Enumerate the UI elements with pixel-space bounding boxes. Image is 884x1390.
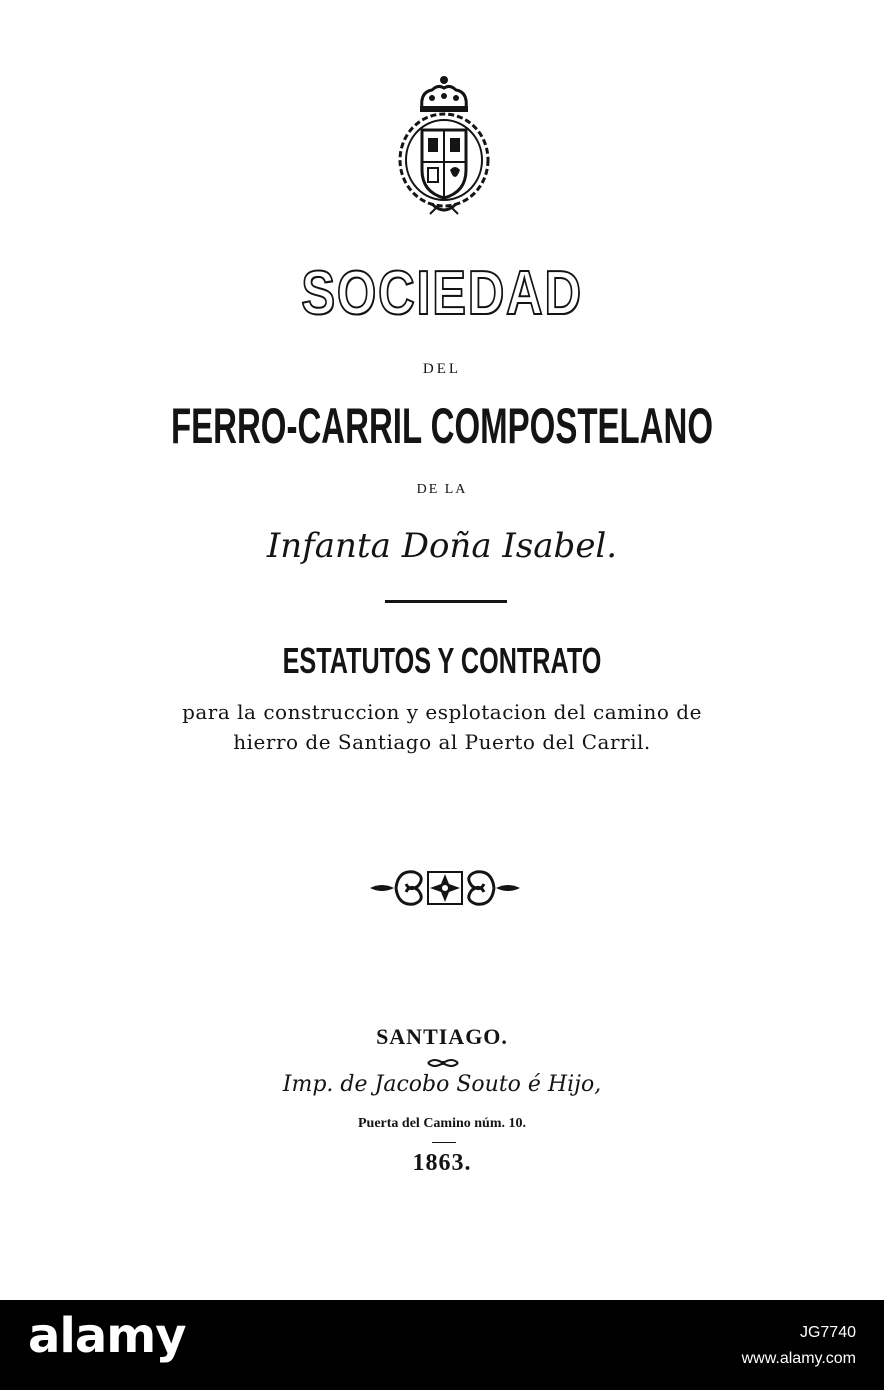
image-id: JG7740 [799,1324,856,1341]
imprint-city: SANTIAGO. [376,1024,508,1049]
imprint-address: Puerta del Camino núm. 10. [358,1116,526,1131]
imprint-year: 1863. [412,1150,472,1176]
fleuron-ornament-icon [368,862,522,914]
imprint-printer: Imp. de Jacobo Souto é Hijo, [282,1072,602,1097]
description-line-1: para la construccion y esplotacion del camino de [182,700,702,724]
watermark-url: www.alamy.com [741,1350,856,1367]
connector-del: DEL [422,361,462,377]
connector-de-la: DE LA [416,482,468,497]
dedication-title: Infanta Doña Isabel. [266,526,618,566]
description-line-2: hierro de Santiago al Puerto del Carril. [233,730,651,754]
subtitle: ESTATUTOS Y CONTRATO [282,640,602,681]
small-fleuron-icon [426,1056,460,1070]
royal-crest-icon [392,74,496,216]
watermark-banner [0,1300,884,1390]
alamy-logo: alamy [28,1308,186,1364]
company-title: FERRO-CARRIL COMPOSTELANO [170,398,714,454]
divider-rule [385,600,507,603]
main-title: SOCIEDAD [301,259,583,328]
small-divider [432,1142,456,1143]
